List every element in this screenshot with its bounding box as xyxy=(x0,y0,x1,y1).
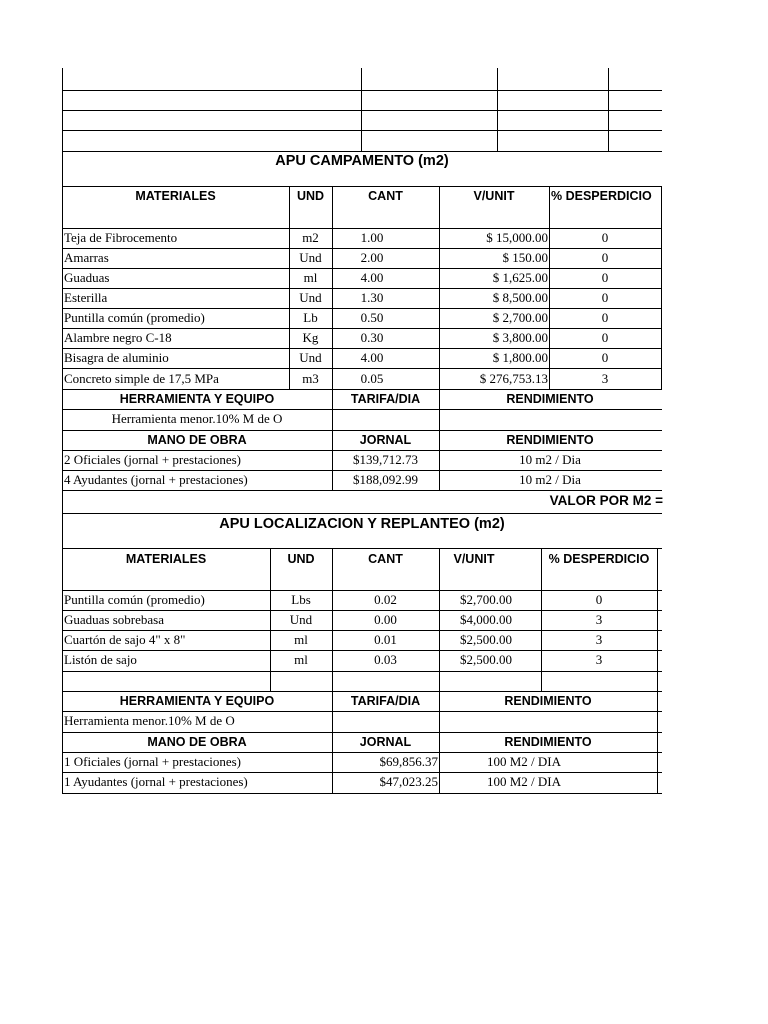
s2-labor-wage-header: JORNAL xyxy=(359,735,412,749)
material-waste: 0 xyxy=(601,310,609,325)
material-unit: ml xyxy=(294,632,308,647)
labor-wage: $139,712.73 xyxy=(353,452,418,467)
labor-name: 1 Ayudantes (jornal + prestaciones) xyxy=(64,774,248,789)
material-qty: 0.02 xyxy=(374,592,397,607)
material-qty: 0.50 xyxy=(360,310,384,325)
material-name: Teja de Fibrocemento xyxy=(64,230,178,245)
material-price: $4,000.00 xyxy=(460,612,512,627)
s2-tools-row: Herramienta menor.10% M de O xyxy=(64,713,235,728)
material-name: Guaduas xyxy=(64,270,110,285)
s1-labor-header: MANO DE OBRA xyxy=(147,433,247,447)
material-qty: 0.01 xyxy=(374,632,397,647)
s2-tools-rate-header: TARIFA/DIA xyxy=(350,694,421,708)
material-waste: 3 xyxy=(595,652,603,667)
material-waste: 0 xyxy=(601,290,609,305)
material-waste: 0 xyxy=(595,592,603,607)
material-unit: m2 xyxy=(302,230,319,245)
material-waste: 0 xyxy=(601,350,609,365)
s1-labor-wage-header: JORNAL xyxy=(359,433,412,447)
material-unit: Und xyxy=(299,350,322,365)
material-name: Puntilla común (promedio) xyxy=(64,592,205,607)
material-waste: 0 xyxy=(601,330,609,345)
material-name: Listón de sajo xyxy=(64,652,137,667)
material-unit: m3 xyxy=(302,371,319,386)
material-price: $ 2,700.00 xyxy=(492,310,548,325)
material-unit: Lbs xyxy=(291,592,311,607)
s1-header-qty: CANT xyxy=(368,189,403,203)
s2-header-qty: CANT xyxy=(368,552,403,566)
material-name: Bisagra de aluminio xyxy=(64,350,169,365)
s2-tools-header: HERRAMIENTA Y EQUIPO xyxy=(119,694,275,708)
s2-header-unit: UND xyxy=(287,552,315,566)
material-name: Alambre negro C-18 xyxy=(64,330,172,345)
s1-tools-header: HERRAMIENTA Y EQUIPO xyxy=(119,392,275,406)
material-name: Puntilla común (promedio) xyxy=(64,310,205,325)
material-qty: 0.00 xyxy=(374,612,397,627)
s1-header-materials: MATERIALES xyxy=(135,189,216,203)
material-price: $2,500.00 xyxy=(460,652,512,667)
total-label: VALOR POR M2 = xyxy=(549,493,663,508)
material-name: Cuartón de sajo 4" x 8" xyxy=(64,632,186,647)
labor-name: 2 Oficiales (jornal + prestaciones) xyxy=(64,452,241,467)
labor-name: 4 Ayudantes (jornal + prestaciones) xyxy=(64,472,248,487)
material-unit: Lb xyxy=(303,310,318,325)
labor-wage: $47,023.25 xyxy=(379,774,438,789)
labor-yield: 100 M2 / DIA xyxy=(487,754,562,769)
material-price: $ 1,800.00 xyxy=(492,350,548,365)
section2-title: APU LOCALIZACION Y REPLANTEO (m2) xyxy=(219,516,505,532)
s1-labor-yield-header: RENDIMIENTO xyxy=(506,433,594,447)
material-qty: 1.00 xyxy=(360,230,384,245)
labor-wage: $69,856.37 xyxy=(379,754,438,769)
material-name: Esterilla xyxy=(64,290,108,305)
material-name: Guaduas sobrebasa xyxy=(64,612,164,627)
labor-name: 1 Oficiales (jornal + prestaciones) xyxy=(64,754,241,769)
s1-tools-rate-header: TARIFA/DIA xyxy=(350,392,421,406)
material-qty: 0.05 xyxy=(360,371,384,386)
s2-labor-yield-header: RENDIMIENTO xyxy=(504,735,592,749)
material-qty: 4.00 xyxy=(360,350,384,365)
s2-header-waste: % DESPERDICIO xyxy=(548,552,650,566)
s1-header-unit-price: V/UNIT xyxy=(473,189,515,203)
material-unit: Kg xyxy=(302,330,319,345)
s1-header-waste: % DESPERDICIO xyxy=(551,189,652,203)
material-name: Concreto simple de 17,5 MPa xyxy=(64,371,219,386)
labor-yield: 10 m2 / Dia xyxy=(519,472,581,487)
material-name: Amarras xyxy=(64,250,109,265)
material-qty: 4.00 xyxy=(360,270,384,285)
material-qty: 0.03 xyxy=(374,652,397,667)
material-price: $2,700.00 xyxy=(460,592,512,607)
labor-wage: $188,092.99 xyxy=(353,472,418,487)
material-waste: 3 xyxy=(595,612,603,627)
s1-tools-yield-header: RENDIMIENTO xyxy=(506,392,594,406)
material-price: $ 150.00 xyxy=(502,250,548,265)
material-price: $2,500.00 xyxy=(460,632,512,647)
material-unit: ml xyxy=(303,270,318,285)
s2-header-materials: MATERIALES xyxy=(125,552,207,566)
material-price: $ 276,753.13 xyxy=(479,371,548,386)
material-unit: Und xyxy=(289,612,313,627)
material-price: $ 8,500.00 xyxy=(492,290,548,305)
material-qty: 2.00 xyxy=(360,250,384,265)
material-price: $ 15,000.00 xyxy=(486,230,548,245)
material-qty: 0.30 xyxy=(360,330,384,345)
s2-header-unit-price: V/UNIT xyxy=(453,552,495,566)
material-waste: 0 xyxy=(601,230,609,245)
section1-title: APU CAMPAMENTO (m2) xyxy=(275,153,449,169)
material-price: $ 1,625.00 xyxy=(492,270,548,285)
material-price: $ 3,800.00 xyxy=(492,330,548,345)
material-waste: 0 xyxy=(601,250,609,265)
labor-yield: 10 m2 / Dia xyxy=(519,452,581,467)
material-unit: Und xyxy=(299,290,322,305)
material-unit: Und xyxy=(299,250,322,265)
s1-tools-row: Herramienta menor.10% M de O xyxy=(111,411,283,426)
s2-tools-yield-header: RENDIMIENTO xyxy=(504,694,592,708)
material-qty: 1.30 xyxy=(360,290,384,305)
material-waste: 3 xyxy=(595,632,603,647)
labor-yield: 100 M2 / DIA xyxy=(487,774,562,789)
material-unit: ml xyxy=(294,652,308,667)
s2-labor-header: MANO DE OBRA xyxy=(147,735,247,749)
material-waste: 3 xyxy=(601,371,609,386)
s1-header-unit: UND xyxy=(296,189,325,203)
material-waste: 0 xyxy=(601,270,609,285)
